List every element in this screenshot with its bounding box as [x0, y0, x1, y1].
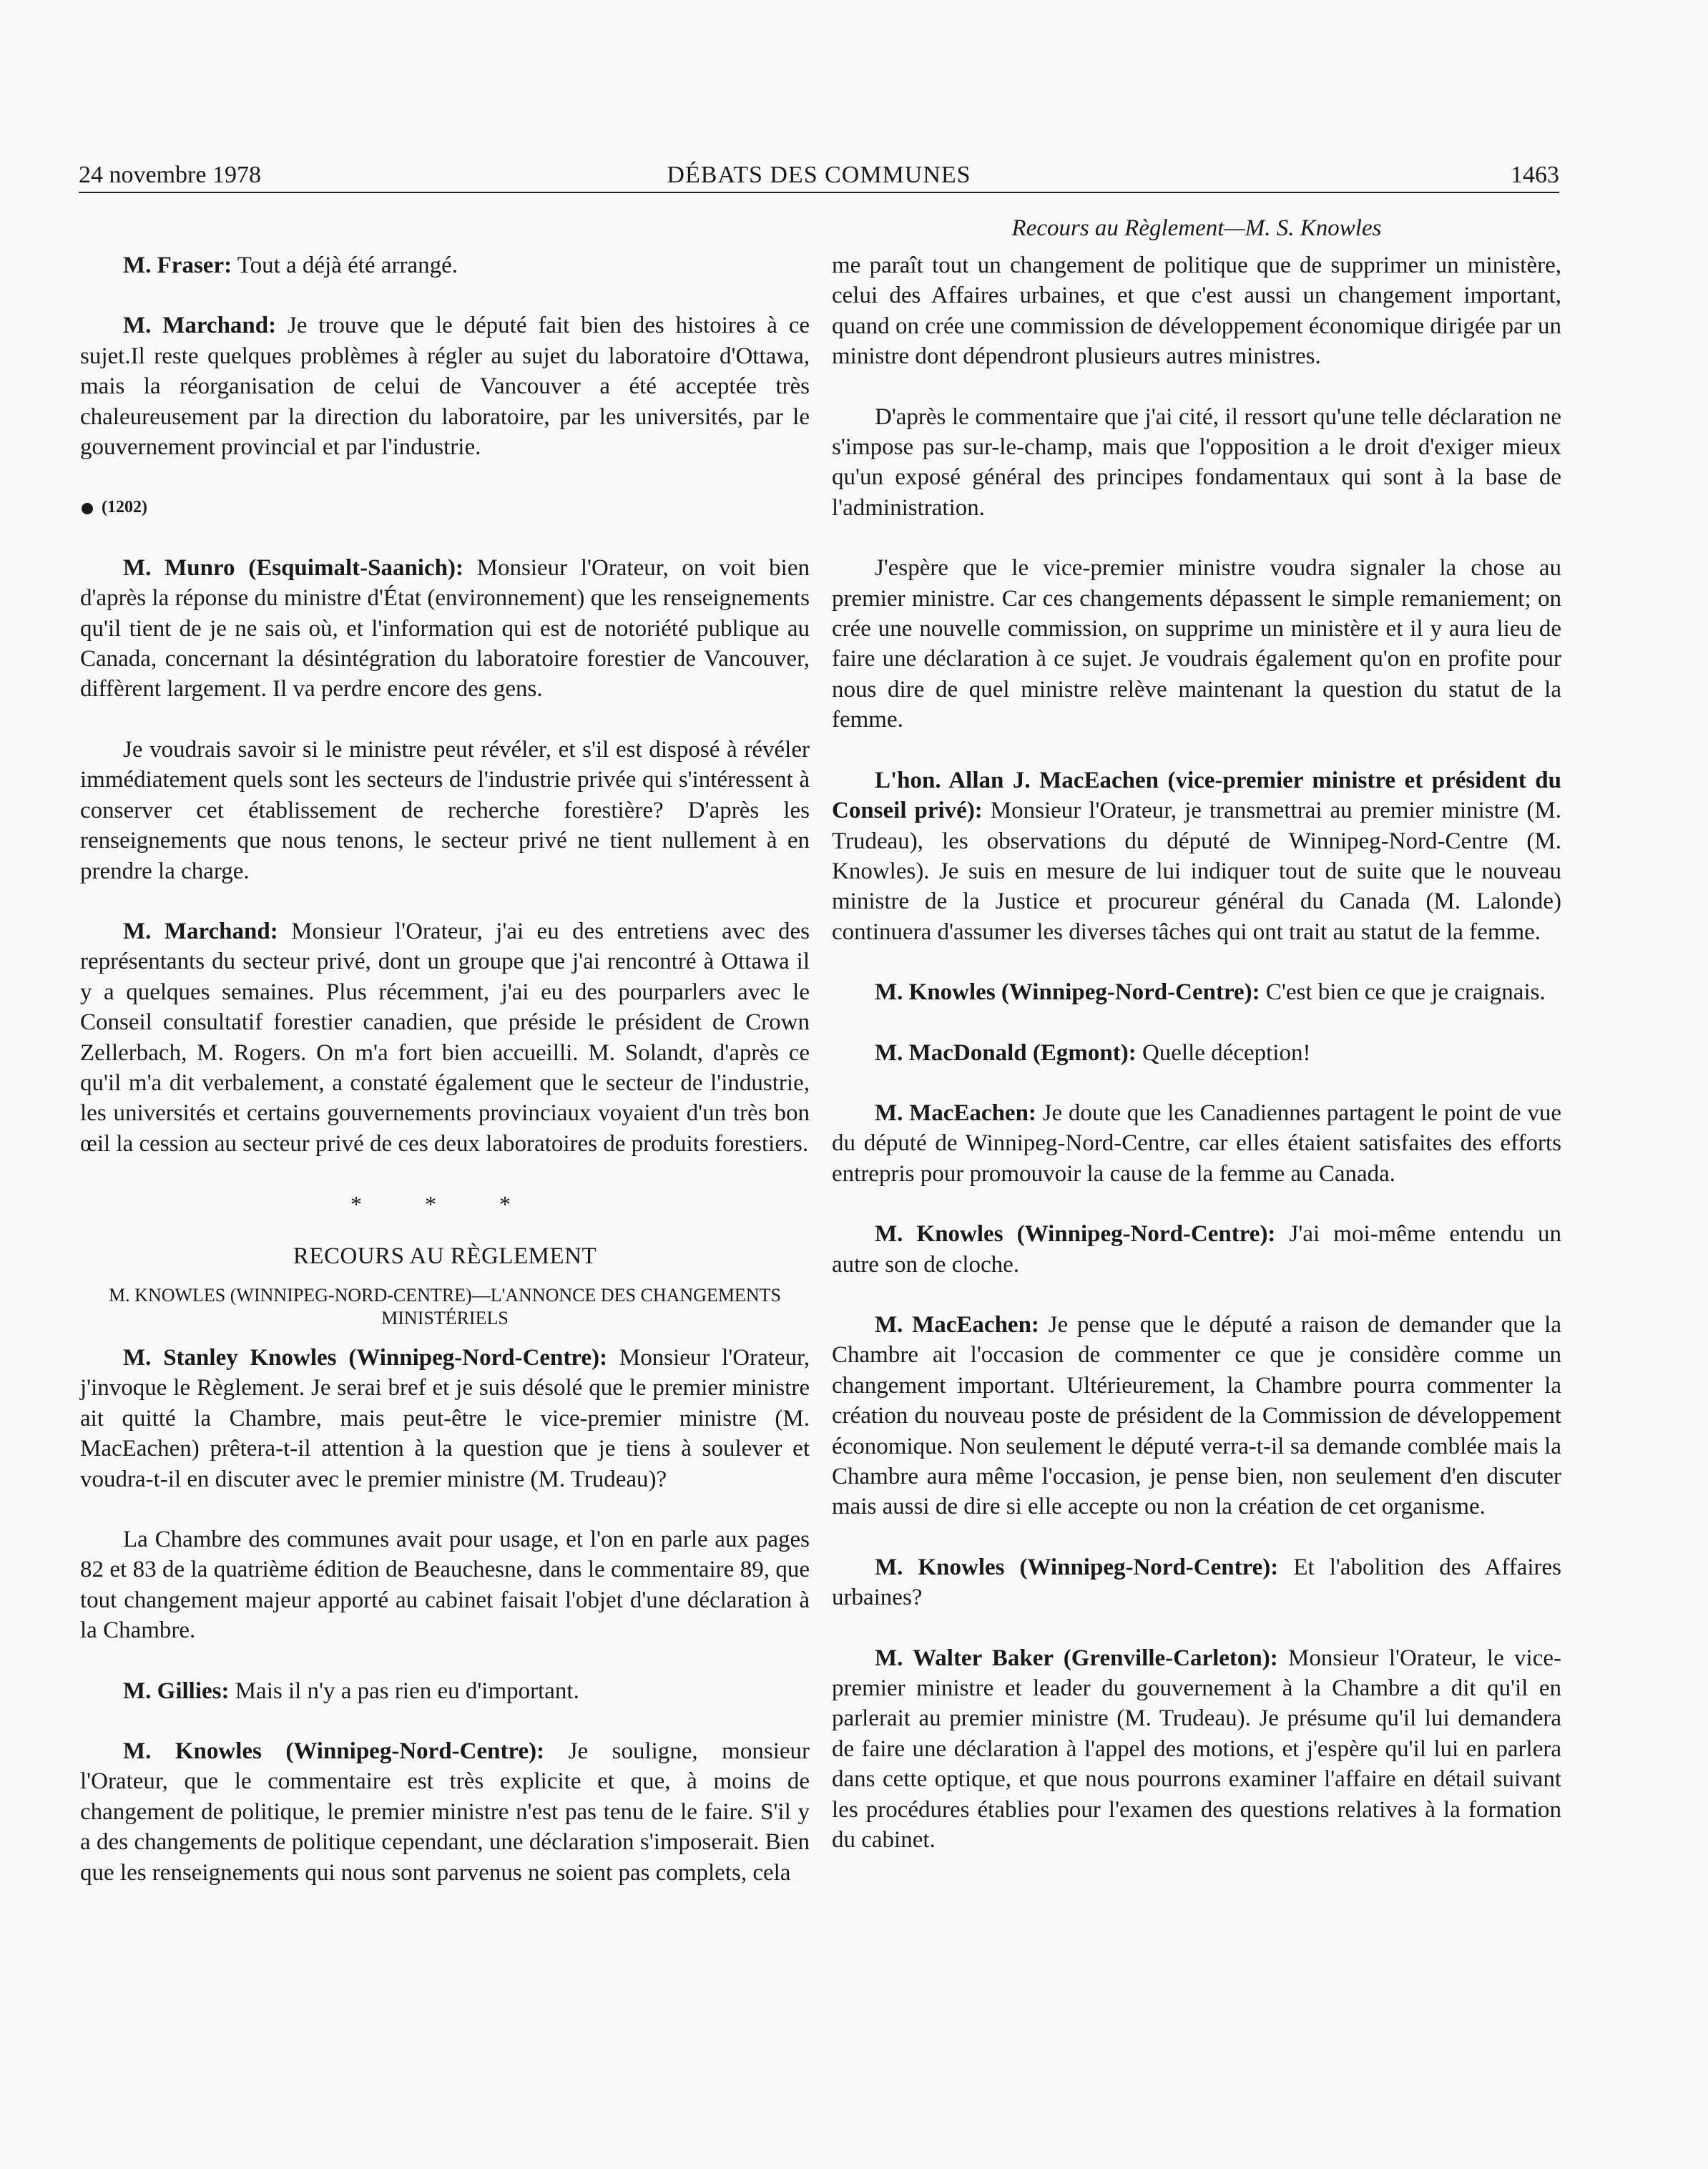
- speech-paragraph: [80, 553, 810, 705]
- speech-text: Je pense que le député a raison de demander que la Chambre ait l'occasion de commenter ce que je considère comme un changement important. Ultérieurement, la Chambre pourra commenter la création du nouveau poste de président de la Commission de développement économique. Non seulement le député verra-t-il sa demande comblée mais la Chambre aura même l'occasion, je pense bien, non seulement d'en discuter mais aussi de dire si elle accepte ou non la création de cet organisme.: [832, 1311, 1561, 1520]
- speech-text: Mais il n'y a pas rien eu d'important.: [229, 1678, 579, 1704]
- speaker-name: M. Walter Baker (Grenville-Carleton):: [875, 1645, 1278, 1671]
- speaker-name: M. MacEachen:: [875, 1100, 1036, 1126]
- speech-paragraph: [832, 1219, 1561, 1280]
- speech-paragraph: [832, 1310, 1561, 1522]
- speaker-name: L'hon. Allan J. MacEachen (vice-premier ministre et président du Conseil privé):: [832, 767, 1561, 824]
- running-head: Recours au Règlement—M. S. Knowles: [1011, 215, 1382, 241]
- speech-paragraph: [832, 1098, 1561, 1189]
- speech-paragraph: [80, 1736, 810, 1888]
- bullet-icon: [82, 503, 93, 514]
- speech-paragraph: [80, 735, 810, 886]
- speech-paragraph: [832, 977, 1561, 1007]
- speaker-name: M. MacEachen:: [875, 1311, 1039, 1338]
- header-title: DÉBATS DES COMMUNES: [667, 162, 971, 188]
- speaker-name: M. Gillies:: [123, 1678, 230, 1704]
- speech-paragraph: [832, 1552, 1561, 1613]
- section-title: RECOURS AU RÈGLEMENT: [293, 1243, 597, 1269]
- speech-paragraph: [80, 1676, 810, 1706]
- header-date: 24 novembre 1978: [79, 162, 261, 188]
- speech-text: D'après le commentaire que j'ai cité, il ressort qu'une telle déclaration ne s'impose pas sur-le-champ, mais que l'opposition a le droit d'exiger mieux qu'un exposé général des principes fondamentaux qui sont à la base de l'administration.: [832, 403, 1561, 521]
- section-separator: * * *: [350, 1191, 539, 1218]
- speech-text: Je doute que les Canadiennes partagent le point de vue du député de Winnipeg-Nord-Centre, car elles étaient satisfaites des efforts entrepris pour promouvoir la cause de la femme au Canada.: [832, 1100, 1561, 1187]
- page-header: [79, 159, 1559, 192]
- speech-text: J'ai moi-même entendu un autre son de cloche.: [832, 1221, 1561, 1278]
- speech-text: Et l'abolition des Affaires urbaines?: [832, 1554, 1562, 1611]
- header-rule: [79, 192, 1559, 193]
- speech-paragraph: [80, 916, 810, 1159]
- speech-text: C'est bien ce que je craignais.: [1260, 979, 1546, 1006]
- speech-paragraph: [832, 402, 1561, 524]
- speech-paragraph: [832, 553, 1561, 735]
- timestamp-marker: [80, 492, 810, 522]
- speaker-name: M. Marchand:: [123, 918, 278, 944]
- speaker-name: M. Knowles (Winnipeg-Nord-Centre):: [123, 1738, 545, 1765]
- speech-text: me paraît tout un changement de politique que de supprimer un ministère, celui des Affaires urbaines, et que c'est aussi un changement important, quand on crée une commission de développement économique dirigée par un ministre dont dépendront plusieurs autres ministres.: [832, 253, 1561, 370]
- speech-text: Tout a déjà été arrangé.: [232, 253, 458, 278]
- header-page-number: 1463: [1511, 162, 1559, 188]
- speech-text: Monsieur l'Orateur, j'invoque le Règlement. Je serai bref et je suis désolé que le premier ministre ait quitté la Chambre, mais peut-être le vice-premier ministre (M. MacEachen) prêtera-t-il attention à la question que je tiens à soulever et voudra-t-il en discuter avec le premier ministre (M. Trudeau)?: [80, 1344, 810, 1492]
- speech-text: La Chambre des communes avait pour usage, et l'on en parle aux pages 82 et 83 de la quatrième édition de Beauchesne, dans le commentaire 89, que tout changement majeur apporté au cabinet faisait l'objet d'une déclaration à la Chambre.: [80, 1527, 810, 1644]
- speech-text: J'espère que le vice-premier ministre voudra signaler la chose au premier ministre. Car ces changements dépassent le simple remaniement; on crée une nouvelle commission, on supprime un ministère et il y aura lieu de faire une déclaration à ce sujet. Je voudrais également qu'on en profite pour nous dire de quel ministre relève maintenant la question du statut de la femme.: [832, 555, 1561, 733]
- speech-text: Je voudrais savoir si le ministre peut révéler, et s'il est disposé à révéler immédiatement quels sont les secteurs de l'industrie privée qui s'intéressent à conserver cet établissement de recherche forestière? D'après les renseignements que nous tenons, le secteur privé ne tient nullement à en prendre la charge.: [80, 736, 810, 884]
- speaker-name: M. Knowles (Winnipeg-Nord-Centre):: [875, 979, 1260, 1006]
- speech-paragraph: [80, 250, 810, 280]
- speaker-name: M. MacDonald (Egmont):: [875, 1039, 1137, 1066]
- speaker-name: M. Knowles (Winnipeg-Nord-Centre):: [875, 1221, 1276, 1248]
- speech-paragraph: [832, 250, 1561, 372]
- right-column: [832, 250, 1561, 1885]
- timestamp-text: (1202): [102, 498, 147, 517]
- left-column: [80, 250, 810, 1918]
- speech-text: Monsieur l'Orateur, je transmettrai au premier ministre (M. Trudeau), les observations du député de Winnipeg-Nord-Centre (M. Knowles). Je suis en mesure de lui indiquer tout de suite que le nouveau ministre de la Justice et procureur général du Canada (M. Lalonde) continuera d'assumer les diverses tâches qui ont trait au statut de la femme.: [832, 798, 1561, 945]
- speaker-name: M. Stanley Knowles (Winnipeg-Nord-Centre):: [123, 1344, 608, 1371]
- speech-text: Je trouve que le député fait bien des histoires à ce sujet.Il reste quelques problèmes à régler au sujet du laboratoire d'Ottawa, mais la réorganisation de celui de Vancouver a été acceptée très chaleureusement par la direction du laboratoire, par les universités, par le gouvernement provincial et par l'industrie.: [80, 313, 810, 461]
- speech-text: Monsieur l'Orateur, le vice-premier ministre et leader du gouvernement à la Chambre a dit qu'il en parlerait au premier ministre (M. Trudeau). Je présume qu'il lui demandera de faire une déclaration à l'appel des motions, et j'espère qu'il lui en parlera dans cette optique, et que nous pourrons examiner l'affaire en détail suivant les procédures établies pour l'examen des questions relatives à la formation du cabinet.: [832, 1645, 1561, 1854]
- speech-paragraph: [832, 765, 1561, 947]
- speech-paragraph: [80, 310, 810, 462]
- speech-paragraph: [832, 1643, 1561, 1856]
- speech-text: Je souligne, monsieur l'Orateur, que le commentaire est très explicite et que, à moins de changement de politique, le premier ministre n'est pas tenu de le faire. S'il y a des changements de politique cependant, une déclaration s'imposerait. Bien que les renseignements qui nous sont parvenus ne soient pas complets, cela: [80, 1738, 810, 1886]
- speech-paragraph: [832, 1038, 1561, 1068]
- speaker-name: M. Knowles (Winnipeg-Nord-Centre):: [875, 1554, 1279, 1580]
- speech-text: Monsieur l'Orateur, on voit bien d'après la réponse du ministre d'État (environnement) que les renseignements qu'il tient de je ne sais où, et l'information qui est de notoriété publique au Canada, concernant la désintégration du laboratoire forestier de Vancouver, diffèrent largement. Il va perdre encore des gens.: [80, 554, 810, 702]
- speaker-name: M. Munro (Esquimalt-Saanich):: [123, 554, 463, 581]
- speech-text: Monsieur l'Orateur, j'ai eu des entretiens avec des représentants du secteur privé, dont un groupe que j'ai rencontré à Ottawa il y a quelques semaines. Plus récemment, j'ai eu des pourparlers avec le Conseil consultatif forestier canadien, que préside le président de Crown Zellerbach, M. Rogers. On m'a fort bien accueilli. M. Solandt, d'après ce qu'il m'a dit verbalement, a constaté également que le secteur de l'industrie, les universités et certains gouvernements provinciaux voyaient d'un très bon œil la cession au secteur privé de ces deux laboratoires de produits forestiers.: [80, 918, 810, 1157]
- speaker-name: M. Fraser:: [123, 253, 232, 278]
- speaker-name: M. Marchand:: [123, 313, 277, 339]
- speech-text: Quelle déception!: [1136, 1039, 1311, 1066]
- speech-paragraph: [80, 1524, 810, 1646]
- speech-paragraph: [80, 1343, 810, 1494]
- section-subtitle: M. KNOWLES (WINNIPEG-NORD-CENTRE)—L'ANNONCE DES CHANGEMENTS MINISTÉRIELS: [109, 1284, 781, 1328]
